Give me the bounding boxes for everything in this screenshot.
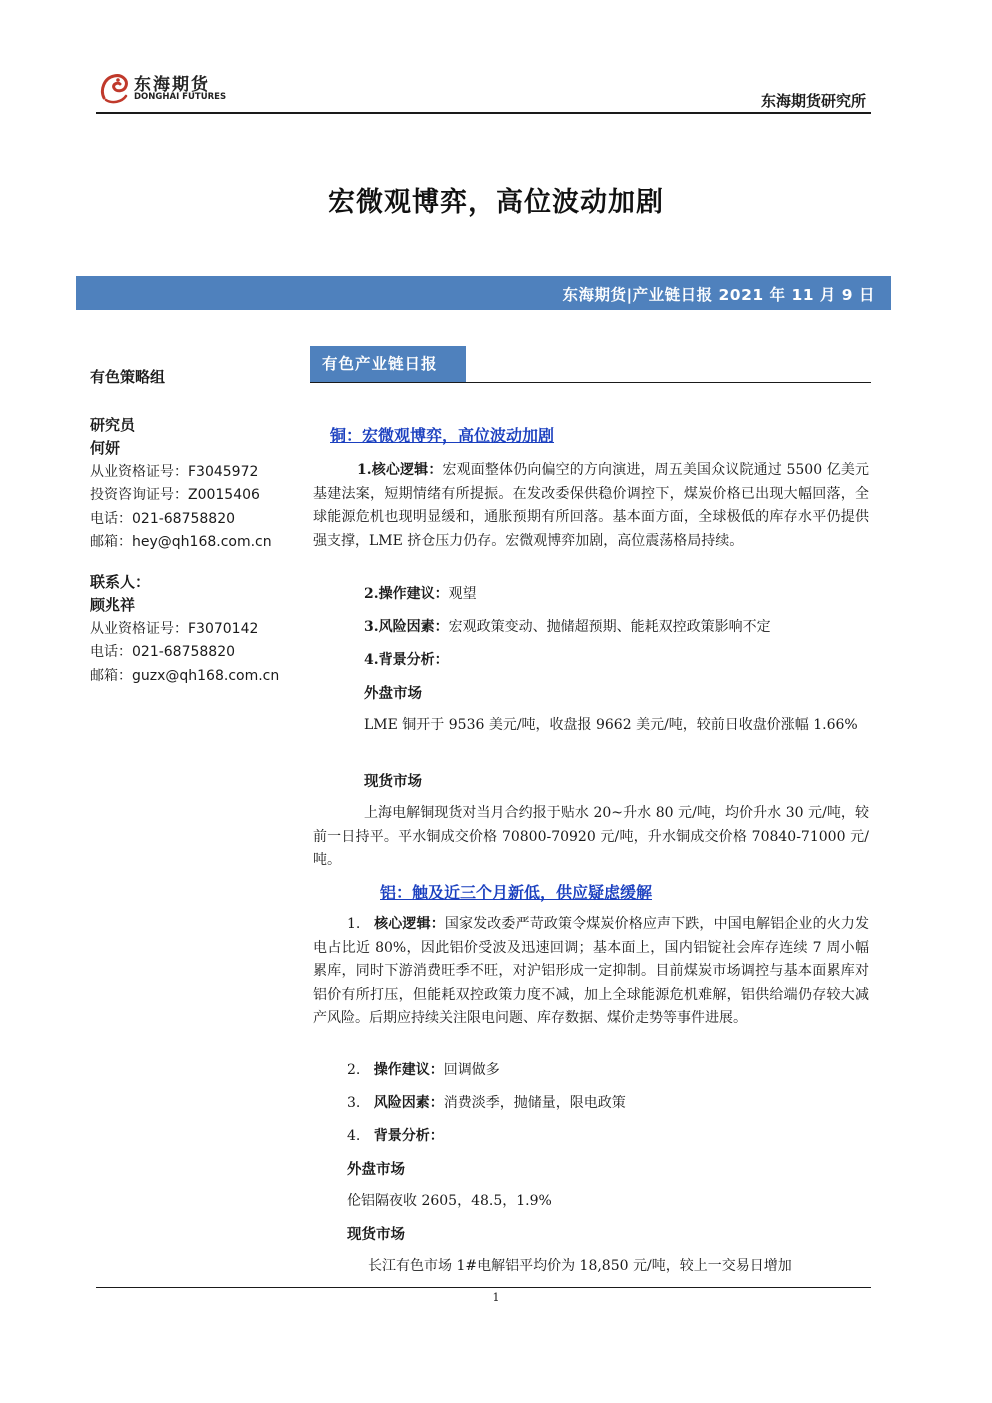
donghai-logo	[98, 68, 238, 108]
tag-underline	[310, 382, 871, 383]
researcher-role: 研究员	[90, 415, 136, 434]
researcher-phone: 电话：021-68758820	[90, 510, 236, 527]
aluminum-spot-market-text: 长江有色市场 1#电解铝平均价为 18,850 元/吨，较上一交易日增加	[368, 1258, 792, 1274]
report-title: 宏微观博弈，高位波动加剧	[328, 187, 664, 218]
copper-risk-text: 宏观政策变动、抛储超预期、能耗双控政策影响不定	[448, 619, 771, 635]
contact-name: 顾兆祥	[90, 596, 136, 614]
aluminum-core-logic	[313, 913, 869, 1031]
contact-phone: 电话：021-68758820	[90, 644, 236, 660]
aluminum-op-num: 2.	[347, 1062, 361, 1078]
copper-operation	[364, 583, 477, 607]
researcher-license: 从业资格证号：F3045972	[90, 463, 259, 480]
copper-op-text: 观望	[448, 586, 477, 602]
logo-chinese-text: 东海期货	[134, 75, 210, 95]
copper-spot-market-label: 现货市场	[364, 773, 422, 790]
researcher-name: 何妍	[90, 439, 121, 457]
aluminum-bg-label: 背景分析：	[373, 1128, 444, 1144]
aluminum-op-label: 操作建议：	[373, 1062, 444, 1078]
team-name: 有色策略组	[90, 368, 166, 386]
contact-license: 从业资格证号：F3070142	[90, 620, 259, 637]
aluminum-op-text: 回调做多	[443, 1062, 500, 1078]
copper-logic-text: 宏观面整体仍向偏空的方向演进，周五美国众议院通过 5500 亿美元基建法案，短期情绪有所提振。在发改委保供稳价调控下，煤炭价格已出现大幅回落，全球能源危机也现明显缓和，通胀预期有所回落。基本面方面，全球极低的库存水平仍提供强支撑，LME 挤仓压力仍存。宏微观博弈加剧，高位震荡格局持续。	[313, 462, 870, 549]
contact-email: 邮箱：guzx@qh168.com.cn	[90, 667, 280, 684]
analyst-sidebar	[90, 360, 310, 688]
aluminum-logic-text: 国家发改委严苛政策令煤炭价格应声下跌，中国电解铝企业的火力发电占比近 80%，因此铝价受波及迅速回调；基本面上，国内铝锭社会库存连续 7 周小幅累库，同时下游消费旺季不旺，对沪铝形成一定抑制。目前煤炭市场调控与基本面累库对铝价有所打压，但能耗双控政策力度不减，加上全球能源危机难解，铝供给端仍存较大减产风险。后期应持续关注限电问题、库存数据、煤价走势等事件进展。	[313, 916, 869, 1026]
copper-logic-label: 1.核心逻辑：	[357, 462, 443, 478]
aluminum-section-title[interactable]: 铝：触及近三个月新低，供应疑虑缓解	[380, 883, 653, 902]
section-tag: 有色产业链日报	[310, 346, 466, 382]
copper-risk	[364, 616, 771, 640]
aluminum-logic-num: 1.	[347, 916, 361, 932]
aluminum-operation	[347, 1059, 500, 1083]
aluminum-background	[347, 1125, 444, 1149]
header-divider	[96, 112, 871, 114]
aluminum-bg-num: 4.	[347, 1128, 361, 1144]
researcher-consult-license: 投资咨询证号：Z0015406	[90, 487, 260, 503]
banner-text: 东海期货|产业链日报 2021 年 11 月 9 日	[562, 286, 875, 304]
copper-background-label: 4.背景分析：	[364, 652, 449, 668]
aluminum-spot-market-label: 现货市场	[347, 1226, 405, 1243]
copper-risk-label: 3.风险因素：	[364, 619, 449, 635]
page-number: 1	[492, 1291, 500, 1304]
report-banner	[76, 276, 891, 310]
contact-role: 联系人：	[90, 572, 151, 591]
footer-divider	[96, 1287, 871, 1288]
copper-spot-market-text: 上海电解铜现货对当月合约报于贴水 20~升水 80 元/吨，均价升水 30 元/吨，较前一日持平。平水铜成交价格 70800-70920 元/吨，升水铜成交价格 70840-71000 元/吨。	[313, 805, 869, 868]
logo-english-text: DONGHAI FUTURES	[134, 92, 227, 102]
aluminum-logic-label: 核心逻辑：	[374, 916, 445, 932]
aluminum-risk	[347, 1092, 626, 1116]
copper-core-logic	[313, 459, 869, 553]
aluminum-risk-num: 3.	[347, 1095, 361, 1111]
copper-outer-market-text: LME 铜开于 9536 美元/吨，收盘报 9662 美元/吨，较前日收盘价涨幅 1.66%	[364, 717, 858, 733]
institute-name: 东海期货研究所	[760, 92, 866, 110]
aluminum-risk-text: 消费淡季，抛储量，限电政策	[443, 1095, 626, 1111]
copper-outer-market-label: 外盘市场	[364, 685, 422, 702]
dragon-logo-icon	[98, 68, 132, 106]
copper-section-title[interactable]: 铜：宏微观博弈，高位波动加剧	[330, 426, 555, 445]
researcher-email: 邮箱：hey@qh168.com.cn	[90, 534, 272, 550]
aluminum-outer-market-label: 外盘市场	[347, 1161, 405, 1178]
aluminum-outer-market-text: 伦铝隔夜收 2605，48.5，1.9%	[347, 1193, 552, 1209]
aluminum-risk-label: 风险因素：	[373, 1095, 444, 1111]
copper-op-label: 2.操作建议：	[364, 586, 449, 602]
